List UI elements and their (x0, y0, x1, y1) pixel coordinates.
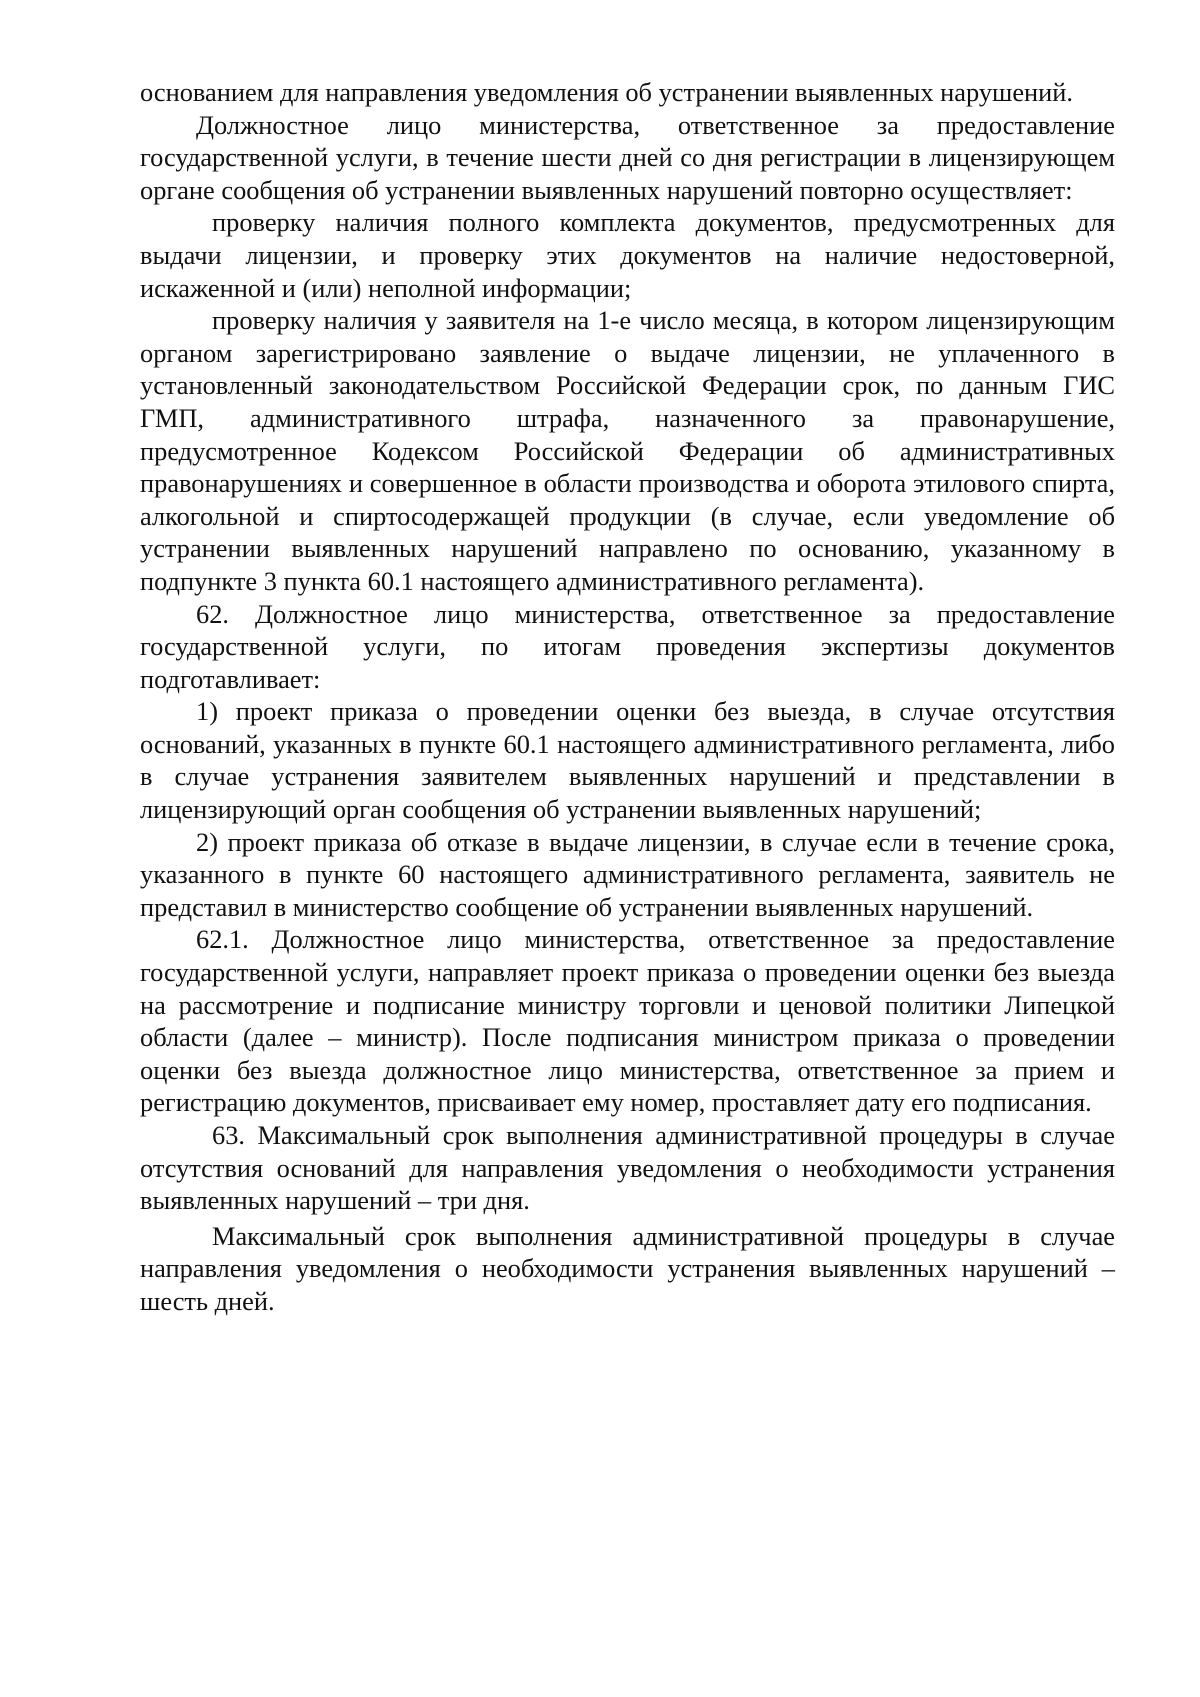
paragraph-5-item-62: 62. Должностное лицо министерства, ответственное за предоставление государственной услуги, по итогам проведения экспертизы документов подготавливает: (140, 598, 1115, 694)
paragraph-7-subitem-2: 2) проект приказа об отказе в выдаче лицензии, в случае если в течение срока, указанного в пункте 60 настоящего административного регламента, заявитель не представил в министерство сообщение об устранении выявленных нарушений. (140, 826, 1115, 922)
paragraph-9-item-63: 63. Максимальный срок выполнения административной процедуры в случае отсутствия оснований для направления уведомления о необходимости устранения выявленных нарушений – три дня. (140, 1120, 1115, 1216)
document-page (140, 76, 1115, 1318)
paragraph-1-continuation: основанием для направления уведомления об устранении выявленных нарушений. (140, 77, 1074, 107)
paragraph-8-item-62-1: 62.1. Должностное лицо министерства, ответственное за предоставление государственной услуги, направляет проект приказа о проведении оценки без выезда на рассмотрение и подписание министру торговли и ценовой политики Липецкой области (далее – министр). После подписания министром приказа о проведении оценки без выезда должностное лицо министерства, ответственное за прием и регистрацию документов, присваивает ему номер, проставляет дату его подписания. (140, 924, 1115, 1118)
paragraph-6-subitem-1: 1) проект приказа о проведении оценки без выезда, в случае отсутствия оснований, указанных в пункте 60.1 настоящего административного регламента, либо в случае устранения заявителем выявленных нарушений и представлении в лицензирующий орган сообщения об устранении выявленных нарушений; (140, 696, 1115, 825)
paragraph-4: проверку наличия у заявителя на 1-е число месяца, в котором лицензирующим органом зарегистрировано заявление о выдаче лицензии, не уплаченного в установленный законодательством Российской Федерации срок, по данным ГИС ГМП, административного штрафа, назначенного за правонарушение, предусмотренное Кодексом Российской Федерации об административных правонарушениях и совершенное в области производства и оборота этилового спирта, алкогольной и спиртосодержащей продукции (в случае, если уведомление об устранении выявленных нарушений направлено по основанию, указанному в подпункте 3 пункта 60.1 настоящего административного регламента). (140, 305, 1115, 596)
paragraph-10: Максимальный срок выполнения административной процедуры в случае направления уведомления о необходимости устранения выявленных нарушений – шесть дней. (140, 1220, 1115, 1316)
paragraph-3: проверку наличия полного комплекта документов, предусмотренных для выдачи лицензии, и проверку этих документов на наличие недостоверной, искаженной и (или) неполной информации; (140, 207, 1115, 303)
paragraph-2: Должностное лицо министерства, ответственное за предоставление государственной услуги, в течение шести дней со дня регистрации в лицензирующем органе сообщения об устранении выявленных нарушений повторно осуществляет: (140, 109, 1115, 205)
